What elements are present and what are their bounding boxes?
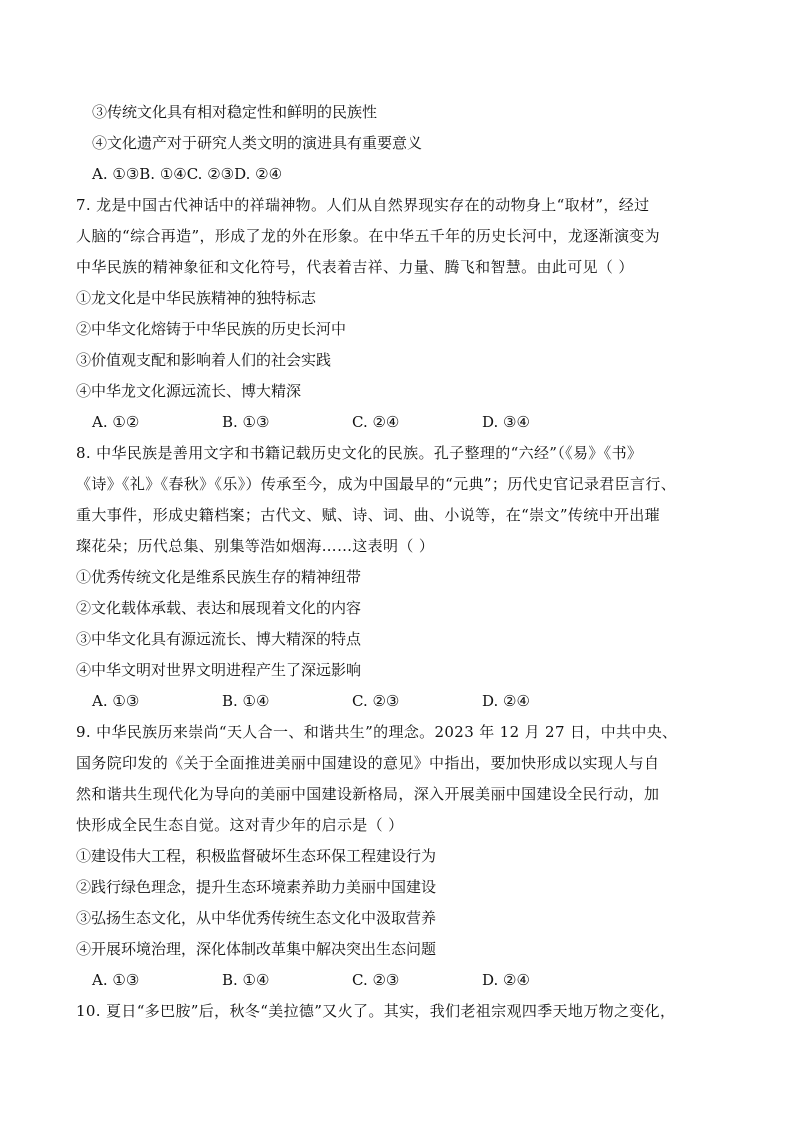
option-d: D. ③④ xyxy=(482,413,530,431)
statement-3: ③价值观支配和影响着人们的社会实践 xyxy=(76,351,332,369)
option-c: C. ②③ xyxy=(352,692,400,710)
statement-3: ③弘扬生态文化，从中华优秀传统生态文化中汲取营养 xyxy=(76,909,437,927)
question-stem-line: 7. 龙是中国古代神话中的祥瑞神物。人们从自然界现实存在的动物身上“取材”，经过 xyxy=(76,196,650,214)
question-stem-line: 快形成全民生态自觉。这对青少年的启示是（ ） xyxy=(76,816,404,834)
option-c: C. ②④ xyxy=(352,413,400,431)
option-c: C. ②③ xyxy=(352,971,400,989)
statement-2: ②文化载体承载、表达和展现着文化的内容 xyxy=(76,599,362,617)
option-a: A. ①② xyxy=(92,413,140,431)
page-content xyxy=(76,97,692,1027)
options-inline: A. ①③B. ①④C. ②③D. ②④ xyxy=(92,165,283,183)
question-6 xyxy=(92,97,692,190)
option-d: D. ②④ xyxy=(482,971,530,989)
option-a: A. ①③ xyxy=(92,971,140,989)
options-row xyxy=(92,407,692,438)
question-stem-line: 璨花朵；历代总集、别集等浩如烟海……这表明（ ） xyxy=(76,537,435,555)
question-stem-line: 国务院印发的《关于全面推进美丽中国建设的意见》中指出，要加快形成以实现人与自 xyxy=(76,754,660,772)
question-stem-line: 重大事件，形成史籍档案；古代文、赋、诗、词、曲、小说等，在“崇文”传统中开出璀 xyxy=(76,506,660,524)
statement-3: ③中华文化具有源远流长、博大精深的特点 xyxy=(76,630,362,648)
question-stem-line: 9. 中华民族历来崇尚“天人合一、和谐共生”的理念。2023 年 12 月 27 日，中共中央、 xyxy=(76,723,678,741)
question-stem-line: 然和谐共生现代化为导向的美丽中国建设新格局，深入开展美丽中国建设全民行动，加 xyxy=(76,785,660,803)
question-stem-line: 《诗》《礼》《春秋》《乐》）传承至今，成为中国最早的“元典”；历代史官记录君臣言行、 xyxy=(76,475,677,493)
option-b: B. ①④ xyxy=(222,971,270,989)
statement-1: ①优秀传统文化是维系民族生存的精神纽带 xyxy=(76,568,362,586)
statement-1: ①龙文化是中华民族精神的独特标志 xyxy=(76,289,317,307)
statement-1: ①建设伟大工程，积极监督破坏生态环保工程建设行为 xyxy=(76,847,437,865)
statement-4: ④开展环境治理，深化体制改革集中解决突出生态问题 xyxy=(76,940,437,958)
option-a: A. ①③ xyxy=(92,692,140,710)
option-d: D. ②④ xyxy=(482,692,530,710)
statement-4: ④中华文明对世界文明进程产生了深远影响 xyxy=(76,661,362,679)
options-row xyxy=(92,686,692,717)
options-row xyxy=(92,159,692,190)
question-stem-line: 10. 夏日“多巴胺”后，秋冬“美拉德”又火了。其实，我们老祖宗观四季天地万物之变化， xyxy=(76,1002,676,1020)
statement-4: ④文化遗产对于研究人类文明的演进具有重要意义 xyxy=(92,134,423,152)
option-b: B. ①④ xyxy=(222,692,270,710)
question-9 xyxy=(76,717,692,996)
question-7 xyxy=(76,190,692,438)
options-row xyxy=(92,965,692,996)
statement-2: ②中华文化熔铸于中华民族的历史长河中 xyxy=(76,320,347,338)
statement-2: ②践行绿色理念，提升生态环境素养助力美丽中国建设 xyxy=(76,878,437,896)
question-10 xyxy=(76,996,692,1027)
option-b: B. ①③ xyxy=(222,413,270,431)
question-stem-line: 8. 中华民族是善用文字和书籍记载历史文化的民族。孔子整理的“六经”（《易》《书》 xyxy=(76,444,643,462)
question-stem-line: 中华民族的精神象征和文化符号，代表着吉祥、力量、腾飞和智慧。由此可见（ ） xyxy=(76,258,634,276)
statement-4: ④中华龙文化源远流长、博大精深 xyxy=(76,382,302,400)
question-8 xyxy=(76,438,692,717)
question-stem-line: 人脑的“综合再造”，形成了龙的外在形象。在中华五千年的历史长河中，龙逐渐演变为 xyxy=(76,227,660,245)
statement-3: ③传统文化具有相对稳定性和鲜明的民族性 xyxy=(92,103,378,121)
